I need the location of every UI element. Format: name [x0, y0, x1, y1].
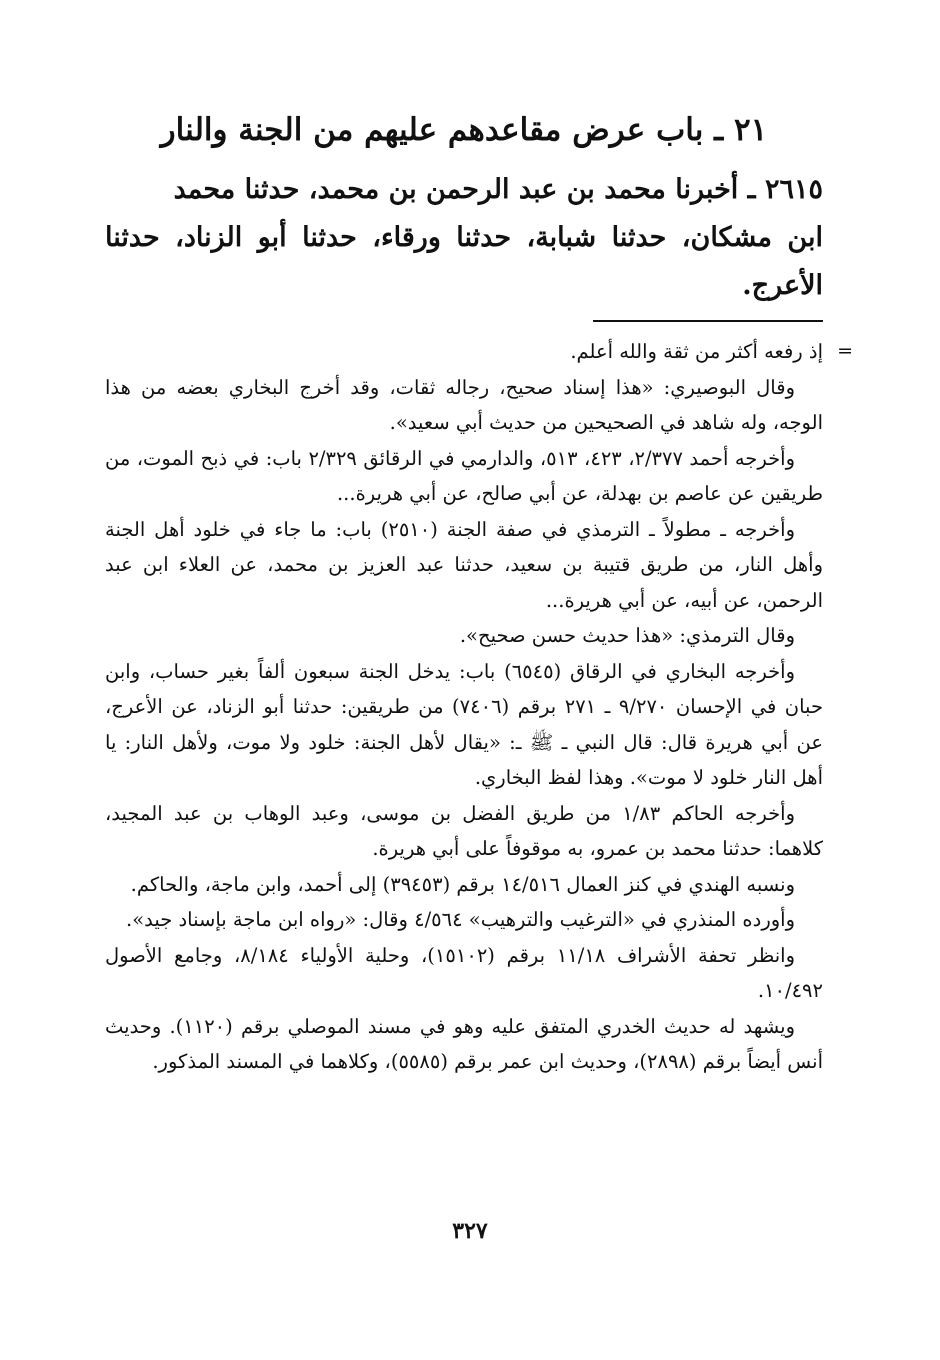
footnote-separator [593, 320, 823, 322]
footnote-paragraph: ويشهد له حديث الخدري المتفق عليه وهو في مسند الموصلي برقم (١١٢٠). وحديث أنس أيضاً برقم (٢٨٩٨)، وحديث ابن عمر برقم (٥٥٨٥)، وكلاهما في المسند المذكور. [105, 1014, 823, 1073]
footnote-paragraph: وأخرجه الحاكم ١/٨٣ من طريق الفضل بن موسى، وعبد الوهاب بن عبد المجيد، كلاهما: حدثنا محمد بن عمرو، به موقوفاً على أبي هريرة. [105, 801, 823, 860]
footnote-paragraph: وقال الترمذي: «هذا حديث حسن صحيح». [459, 624, 795, 647]
footnote-paragraph: وقال البوصيري: «هذا إسناد صحيح، رجاله ثقات، وقد أخرج البخاري بعضه من هذا الوجه، وله شاهد في الصحيحين من حديث أبي سعيد». [105, 375, 823, 434]
page-number: ٣٢٧ [452, 1218, 488, 1244]
footnote-paragraph: وأخرجه البخاري في الرقاق (٦٥٤٥) باب: يدخل الجنة سبعون ألفاً بغير حساب، وابن حبان في الإحسان ٩/٢٧٠ ـ ٢٧١ برقم (٧٤٠٦) من طريقين: حدثنا أبو الزناد، عن الأعرج، عن أبي هريرة قال: قال النبي ـ ﷺ ـ: «يقال لأهل الجنة: خلود ولا موت، ولأهل النار: يا أهل النار خلود لا موت». وهذا لفظ البخاري. [105, 659, 823, 789]
continuation-mark: = [837, 340, 853, 362]
footnote-paragraph: ونسبه الهندي في كنز العمال ١٤/٥١٦ برقم (٣٩٤٥٣) إلى أحمد، وابن ماجة، والحاكم. [130, 872, 795, 896]
footnote-paragraph-text: إذ رفعه أكثر من ثقة والله أعلم. [570, 340, 823, 363]
hadith-text [105, 166, 823, 310]
hadith-line: ابن مشكان، حدثنا شبابة، حدثنا ورقاء، حدثنا أبو الزناد، حدثنا الأعرج. [105, 222, 823, 301]
footnotes [105, 334, 853, 1080]
chapter-heading: ٢١ ـ باب عرض مقاعدهم عليهم من الجنة والنار [160, 112, 768, 148]
footnote-paragraph: وأورده المنذري في «الترغيب والترهيب» ٤/٥٦٤ وقال: «رواه ابن ماجة بإسناد جيد». [126, 908, 795, 931]
footnote-paragraph: وانظر تحفة الأشراف ١١/١٨ برقم (١٥١٠٢)، وحلية الأولياء ٨/١٨٤، وجامع الأصول ١٠/٤٩٢. [105, 943, 823, 1002]
book-page [105, 90, 853, 1080]
hadith-line: ٢٦١٥ ـ أخبرنا محمد بن عبد الرحمن بن محمد، حدثنا محمد [173, 174, 823, 205]
footnote-paragraph: وأخرجه ـ مطولاً ـ الترمذي في صفة الجنة (٢٥١٠) باب: ما جاء في خلود أهل الجنة وأهل النار، من طريق قتيبة بن سعيد، حدثنا عبد العزيز بن محمد، عن العلاء ابن عبد الرحمن، عن أبيه، عن أبي هريرة... [105, 517, 823, 612]
footnote-paragraph: وأخرجه أحمد ٢/٣٧٧، ٤٢٣، ٥١٣، والدارمي في الرقائق ٢/٣٢٩ باب: في ذبح الموت، من طريقين عن عاصم بن بهدلة، عن أبي صالح، عن أبي هريرة... [105, 446, 823, 505]
footnote-continuation [105, 334, 853, 370]
